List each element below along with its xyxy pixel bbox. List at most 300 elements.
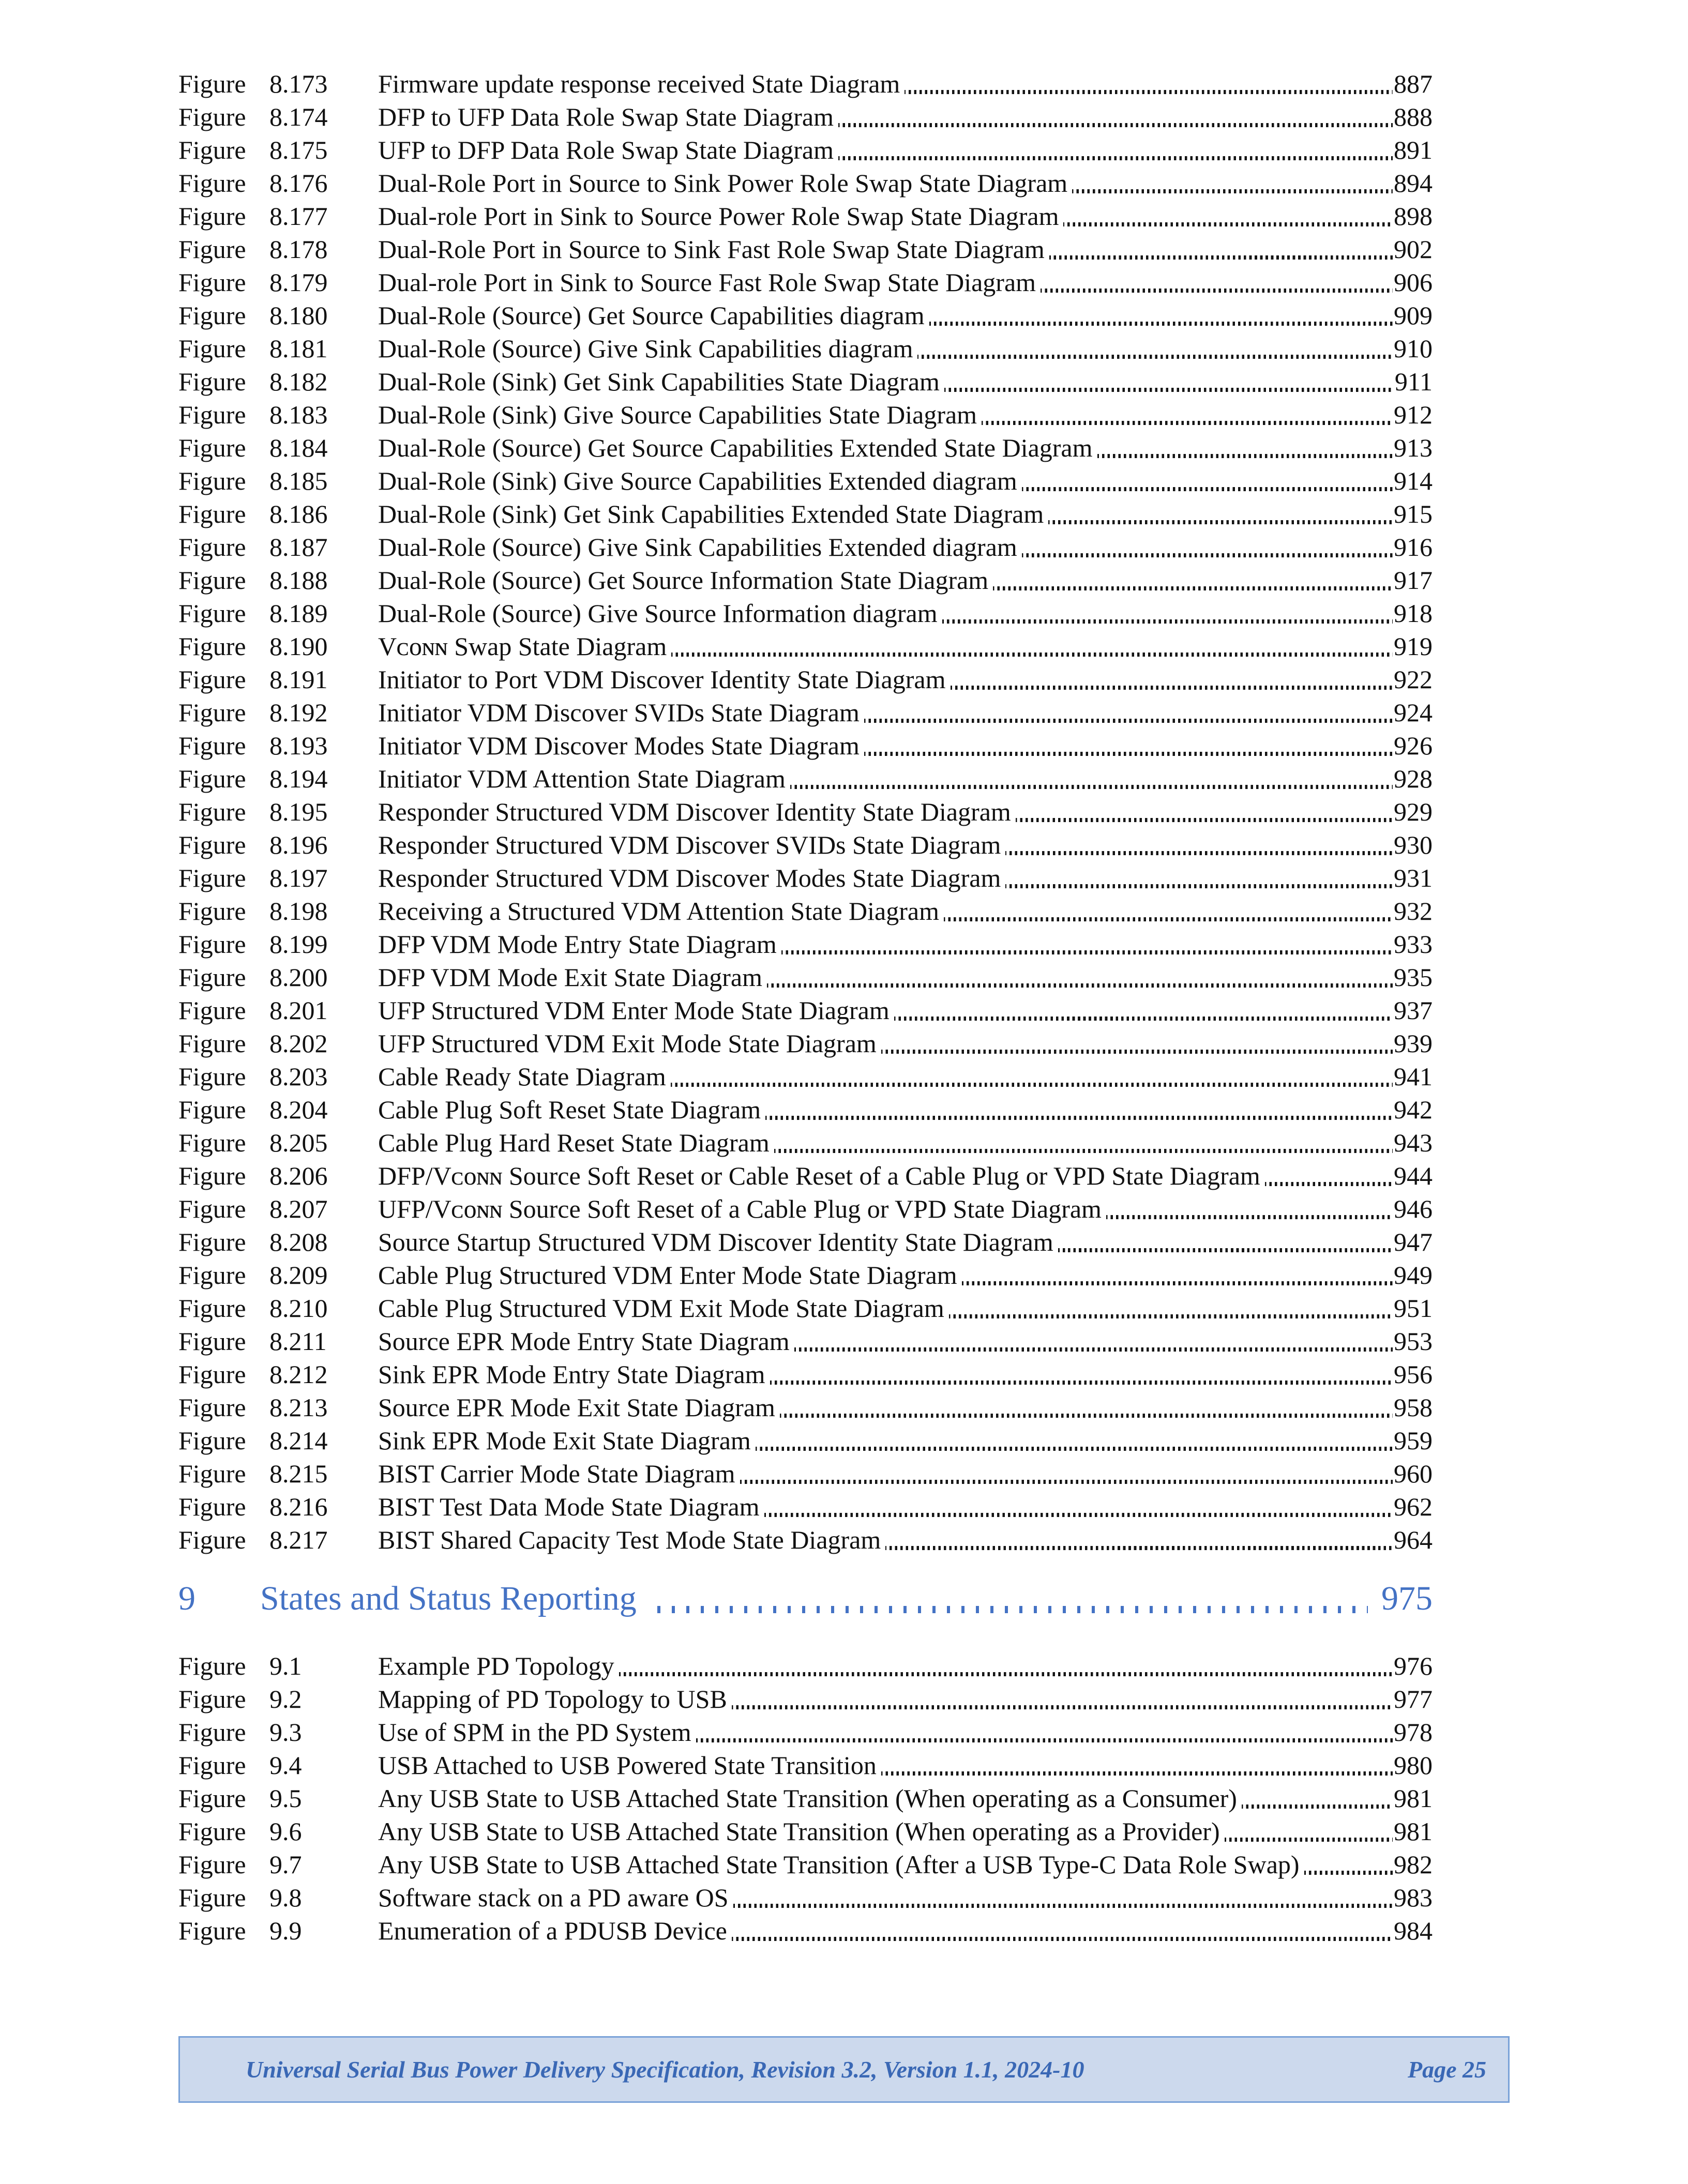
figure-title: BIST Carrier Mode State Diagram [378,1459,735,1488]
figure-toc-entry[interactable] [178,100,1433,133]
figure-label: Figure [178,1029,246,1058]
figure-number: 8.217 [269,1525,328,1554]
figure-number: 8.194 [269,764,328,793]
figure-toc-entry[interactable] [178,795,1433,828]
figure-page-number: 933 [1394,930,1433,959]
dot-leader [944,365,1395,398]
dot-leader [619,1649,1394,1682]
figure-title: BIST Shared Capacity Test Mode State Diagram [378,1525,881,1554]
figure-page-number: 914 [1394,466,1433,495]
figure-number: 8.181 [269,334,328,363]
figure-toc-entry[interactable] [178,928,1433,961]
figure-toc-entry[interactable] [178,530,1433,564]
figure-label: Figure [178,1426,246,1455]
figure-toc-entry[interactable] [178,266,1433,299]
dot-leader [1072,166,1394,200]
dot-leader [740,1457,1394,1490]
figure-number: 8.190 [269,632,328,661]
figure-number: 8.197 [269,863,328,892]
figure-page-number: 930 [1394,830,1433,859]
figure-title: Any USB State to USB Attached State Transition (When operating as a Consumer) [378,1784,1237,1813]
dot-leader [982,398,1394,431]
figure-title: BIST Test Data Mode State Diagram [378,1492,760,1521]
figure-toc-entry[interactable] [178,597,1433,630]
dot-leader [881,1027,1394,1060]
figure-label: Figure [178,367,246,396]
figure-page-number: 902 [1394,235,1433,264]
figure-page-number: 947 [1394,1227,1433,1256]
figure-title: Dual-role Port in Sink to Source Fast Role Swap State Diagram [378,268,1036,297]
figure-toc-entry[interactable] [178,1358,1433,1391]
figure-number: 8.184 [269,433,328,462]
dot-leader [764,1490,1394,1523]
figure-title: DFP VDM Mode Entry State Diagram [378,930,777,959]
figure-title: UFP Structured VDM Enter Mode State Diagram [378,996,890,1025]
figure-page-number: 937 [1394,996,1433,1025]
figure-title: Source Startup Structured VDM Discover Identity State Diagram [378,1227,1053,1256]
figure-toc-entry[interactable] [178,1490,1433,1523]
figure-number: 8.202 [269,1029,328,1058]
figure-number: 8.189 [269,599,328,628]
section9-heading[interactable] [178,1568,1433,1630]
dot-leader [949,1292,1394,1325]
figure-label: Figure [178,169,246,198]
figure-label: Figure [178,698,246,727]
figure-toc-entry[interactable] [178,67,1433,100]
figure-toc-entry[interactable] [178,398,1433,431]
figure-title: Dual-Role (Source) Give Sink Capabilities Extended diagram [378,533,1017,562]
figure-number: 8.192 [269,698,328,727]
figure-number: 8.174 [269,102,328,131]
figure-page-number: 977 [1394,1685,1433,1713]
figure-label: Figure [178,1651,246,1680]
figure-page-number: 888 [1394,102,1433,131]
figure-page-number: 919 [1394,632,1433,661]
figure-title: Any USB State to USB Attached State Transition (When operating as a Provider) [378,1817,1220,1846]
figure-label: Figure [178,1784,246,1813]
figure-page-number: 915 [1394,499,1433,528]
figure-toc-entry[interactable] [178,1782,1433,1815]
figure-number: 9.9 [269,1916,302,1945]
figure-label: Figure [178,268,246,297]
figure-label: Figure [178,1883,246,1912]
figure-label: Figure [178,1327,246,1356]
figure-label: Figure [178,731,246,760]
dot-leader [794,1325,1394,1358]
figure-toc-entry[interactable] [178,696,1433,729]
figure-toc-entry[interactable] [178,1649,1433,1682]
figure-title: Cable Ready State Diagram [378,1062,666,1091]
figure-toc-entry[interactable] [178,332,1433,365]
figure-page-number: 929 [1394,797,1433,826]
figure-page-number: 942 [1394,1095,1433,1124]
figure-label: Figure [178,1227,246,1256]
figure-label: Figure [178,400,246,429]
figure-page-number: 962 [1394,1492,1433,1521]
figure-page-number: 918 [1394,599,1433,628]
dot-leader [881,1749,1394,1782]
figure-title: Source EPR Mode Exit State Diagram [378,1393,775,1422]
figure-label: Figure [178,102,246,131]
dot-leader [1022,530,1394,564]
figure-page-number: 960 [1394,1459,1433,1488]
dot-leader [733,1881,1394,1914]
figure-label: Figure [178,632,246,661]
figure-title: Receiving a Structured VDM Attention State Diagram [378,897,939,926]
dot-leader [894,994,1394,1027]
figure-number: 8.180 [269,301,328,330]
figure-page-number: 978 [1394,1718,1433,1747]
figure-page-number: 931 [1394,863,1433,892]
figure-page-number: 946 [1394,1194,1433,1223]
figure-toc-entry[interactable] [178,564,1433,597]
figure-page-number: 949 [1394,1261,1433,1290]
figure-label: Figure [178,235,246,264]
figure-label: Figure [178,69,246,98]
dot-leader [770,1358,1394,1391]
dot-leader [929,299,1394,332]
figure-number: 9.8 [269,1883,302,1912]
dot-leader [951,663,1394,696]
figure-page-number: 924 [1394,698,1433,727]
figure-toc-entry[interactable] [178,1848,1433,1881]
figure-page-number: 913 [1394,433,1433,462]
figure-title: UFP to DFP Data Role Swap State Diagram [378,135,834,164]
figure-page-number: 964 [1394,1525,1433,1554]
figure-toc-entry[interactable] [178,1093,1433,1126]
section9-figure-list [178,1649,1433,1947]
figure-number: 8.208 [269,1227,328,1256]
figure-title: Mapping of PD Topology to USB [378,1685,727,1713]
figure-number: 8.186 [269,499,328,528]
figure-toc-entry[interactable] [178,1126,1433,1159]
dot-leader [1048,497,1394,530]
figure-number: 9.5 [269,1784,302,1813]
dot-leader [732,1682,1394,1716]
figure-page-number: 894 [1394,169,1433,198]
figure-number: 8.196 [269,830,328,859]
figure-page-number: 926 [1394,731,1433,760]
dot-leader [1005,861,1394,894]
figure-toc-entry[interactable] [178,1258,1433,1292]
dot-leader [1265,1159,1394,1192]
figure-toc-entry[interactable] [178,894,1433,928]
figure-label: Figure [178,1128,246,1157]
figure-label: Figure [178,334,246,363]
figure-number: 8.182 [269,367,328,396]
dot-leader [993,564,1394,597]
figure-title: Dual-Role (Sink) Get Sink Capabilities State Diagram [378,367,940,396]
figure-toc-entry[interactable] [178,1292,1433,1325]
figure-number: 8.213 [269,1393,328,1422]
figure-number: 8.191 [269,665,328,694]
figure-title: Sink EPR Mode Entry State Diagram [378,1360,765,1389]
dot-leader [781,928,1394,961]
figure-toc-entry[interactable] [178,233,1433,266]
figure-label: Figure [178,1916,246,1945]
figure-title: Firmware update response received State Diagram [378,69,900,98]
dot-leader [732,1914,1394,1947]
figure-label: Figure [178,1718,246,1747]
figure-title: Enumeration of a PDUSB Device [378,1916,727,1945]
figure-toc-entry[interactable] [178,1060,1433,1093]
figure-title: Responder Structured VDM Discover Modes State Diagram [378,863,1001,892]
dot-leader [1016,795,1394,828]
figure-page-number: 944 [1394,1161,1433,1190]
figure-toc-entry[interactable] [178,365,1433,398]
dot-leader [774,1126,1394,1159]
figure-toc-entry[interactable] [178,630,1433,663]
figure-title: DFP VDM Mode Exit State Diagram [378,963,763,992]
figure-label: Figure [178,963,246,992]
figure-page-number: 953 [1394,1327,1433,1356]
figure-toc-entry[interactable] [178,299,1433,332]
figure-toc-entry[interactable] [178,1749,1433,1782]
figure-title: Dual-Role Port in Source to Sink Power Role Swap State Diagram [378,169,1068,198]
figure-title: DFP/Vᴄᴏɴɴ Source Soft Reset or Cable Reset of a Cable Plug or VPD State Diagram [378,1161,1260,1190]
figure-title: DFP to UFP Data Role Swap State Diagram [378,102,834,131]
dot-leader [767,961,1394,994]
figure-title: Initiator VDM Discover Modes State Diagram [378,731,860,760]
figure-title: Dual-Role (Sink) Get Sink Capabilities Extended State Diagram [378,499,1044,528]
figure-number: 8.201 [269,996,328,1025]
figure-toc-entry[interactable] [178,1027,1433,1060]
dot-leader [1225,1815,1394,1848]
figure-number: 8.209 [269,1261,328,1290]
figure-page-number: 983 [1394,1883,1433,1912]
figure-toc-entry[interactable] [178,1391,1433,1424]
figure-title: Dual-Role (Source) Get Source Capabilities Extended State Diagram [378,433,1093,462]
figure-number: 8.187 [269,533,328,562]
dot-leader [864,729,1394,762]
figure-label: Figure [178,433,246,462]
figure-title: Sink EPR Mode Exit State Diagram [378,1426,751,1455]
figure-label: Figure [178,1850,246,1879]
figure-number: 8.179 [269,268,328,297]
figure-toc-entry[interactable] [178,1914,1433,1947]
figure-number: 8.204 [269,1095,328,1124]
dot-leader [790,762,1394,795]
figure-number: 8.214 [269,1426,328,1455]
figure-page-number: 943 [1394,1128,1433,1157]
figure-toc-entry[interactable] [178,961,1433,994]
figure-title: Dual-Role (Sink) Give Source Capabilities Extended diagram [378,466,1017,495]
dot-leader [1063,200,1394,233]
figure-page-number: 980 [1394,1751,1433,1780]
figure-title: Vᴄᴏɴɴ Swap State Diagram [378,632,667,661]
figure-title: Dual-Role (Source) Give Source Information diagram [378,599,938,628]
figure-page-number: 891 [1394,135,1433,164]
dot-leader [944,894,1394,928]
figure-title: Dual-role Port in Sink to Source Power Role Swap State Diagram [378,202,1059,231]
figure-number: 8.211 [269,1327,327,1356]
figure-toc-entry[interactable] [178,729,1433,762]
figure-toc-entry[interactable] [178,200,1433,233]
figure-number: 8.188 [269,566,328,595]
figure-page-number: 958 [1394,1393,1433,1422]
figure-toc-entry[interactable] [178,1815,1433,1848]
section-title: States and Status Reporting [260,1580,637,1617]
figure-page-number: 981 [1394,1817,1433,1846]
figure-toc-entry[interactable] [178,1192,1433,1225]
figure-title: Dual-Role (Source) Give Sink Capabilities diagram [378,334,913,363]
figure-title: Dual-Role Port in Source to Sink Fast Role Swap State Diagram [378,235,1045,264]
figure-label: Figure [178,830,246,859]
figure-number: 9.6 [269,1817,302,1846]
figure-number: 8.206 [269,1161,328,1190]
figure-label: Figure [178,1062,246,1091]
footer-page-number: Page 25 [1407,2056,1486,2083]
dot-leader [671,630,1394,663]
figure-number: 8.215 [269,1459,328,1488]
dot-leader [1022,464,1394,497]
figure-toc-entry[interactable] [178,464,1433,497]
figure-number: 8.210 [269,1294,328,1323]
figure-label: Figure [178,1261,246,1290]
dot-leader [962,1258,1394,1292]
dot-leader [917,332,1394,365]
figure-toc-entry[interactable] [178,861,1433,894]
figure-page-number: 984 [1394,1916,1433,1945]
figure-title: Software stack on a PD aware OS [378,1883,729,1912]
figure-label: Figure [178,863,246,892]
section8-figure-list [178,67,1433,1556]
figure-label: Figure [178,135,246,164]
figure-number: 8.199 [269,930,328,959]
figure-toc-entry[interactable] [178,1682,1433,1716]
dot-leader [1005,828,1394,861]
figure-page-number: 922 [1394,665,1433,694]
figure-page-number: 928 [1394,764,1433,793]
figure-page-number: 917 [1394,566,1433,595]
figure-title: Initiator to Port VDM Discover Identity State Diagram [378,665,946,694]
figure-label: Figure [178,996,246,1025]
figure-toc-entry[interactable] [178,1424,1433,1457]
figure-toc-entry[interactable] [178,497,1433,530]
figure-page-number: 951 [1394,1294,1433,1323]
figure-toc-entry[interactable] [178,1881,1433,1914]
figure-toc-entry[interactable] [178,663,1433,696]
figure-title: Initiator VDM Attention State Diagram [378,764,786,793]
figure-page-number: 932 [1394,897,1433,926]
heading-page-number: 975 [1381,1580,1433,1617]
figure-label: Figure [178,797,246,826]
figure-number: 8.200 [269,963,328,992]
figure-label: Figure [178,566,246,595]
figure-page-number: 982 [1394,1850,1433,1879]
dot-leader [671,1060,1394,1093]
figure-title: Source EPR Mode Entry State Diagram [378,1327,790,1356]
figure-toc-entry[interactable] [178,166,1433,200]
figure-number: 8.203 [269,1062,328,1091]
figure-number: 8.176 [269,169,328,198]
dot-leader [1304,1848,1394,1881]
figure-page-number: 959 [1394,1426,1433,1455]
figure-page-number: 976 [1394,1651,1433,1680]
figure-page-number: 916 [1394,533,1433,562]
figure-number: 8.185 [269,466,328,495]
figure-page-number: 910 [1394,334,1433,363]
figure-page-number: 909 [1394,301,1433,330]
figure-page-number: 939 [1394,1029,1433,1058]
figure-number: 8.205 [269,1128,328,1157]
dot-leader [1242,1782,1394,1815]
figure-title: UFP/Vᴄᴏɴɴ Source Soft Reset of a Cable Plug or VPD State Diagram [378,1194,1102,1223]
figure-number: 8.216 [269,1492,328,1521]
dot-leader [765,1093,1394,1126]
figure-page-number: 887 [1394,69,1433,98]
figure-label: Figure [178,1492,246,1521]
figure-label: Figure [178,599,246,628]
dot-leader [864,696,1394,729]
figure-title: Dual-Role (Source) Get Source Capabilities diagram [378,301,925,330]
figure-label: Figure [178,1525,246,1554]
figure-number: 9.2 [269,1685,302,1713]
figure-number: 8.183 [269,400,328,429]
figure-number: 9.4 [269,1751,302,1780]
figure-label: Figure [178,1817,246,1846]
figure-title: Dual-Role (Source) Get Source Information State Diagram [378,566,989,595]
figure-toc-entry[interactable] [178,1716,1433,1749]
dot-leader [780,1391,1394,1424]
figure-toc-entry[interactable] [178,994,1433,1027]
figure-toc-entry[interactable] [178,1325,1433,1358]
footer-document-title: Universal Serial Bus Power Delivery Specification, Revision 3.2, Version 1.1, 2024-10 [246,2056,1084,2083]
figure-toc-entry[interactable] [178,1159,1433,1192]
dot-leader [696,1716,1394,1749]
dot-leader [1041,266,1394,299]
figure-toc-entry[interactable] [178,1457,1433,1490]
figure-number: 8.207 [269,1194,328,1223]
figure-toc-entry[interactable] [178,431,1433,464]
figure-label: Figure [178,202,246,231]
figure-number: 9.7 [269,1850,302,1879]
figure-title: USB Attached to USB Powered State Transition [378,1751,877,1780]
figure-toc-entry[interactable] [178,133,1433,166]
figure-toc-entry[interactable] [178,1523,1433,1556]
figure-label: Figure [178,665,246,694]
figure-title: Cable Plug Structured VDM Exit Mode State Diagram [378,1294,944,1323]
figure-page-number: 981 [1394,1784,1433,1813]
figure-label: Figure [178,301,246,330]
figure-page-number: 935 [1394,963,1433,992]
figure-number: 8.193 [269,731,328,760]
figure-page-number: 898 [1394,202,1433,231]
figure-toc-entry[interactable] [178,828,1433,861]
figure-title: Initiator VDM Discover SVIDs State Diagram [378,698,860,727]
dot-leader [1058,1225,1394,1258]
figure-toc-entry[interactable] [178,1225,1433,1258]
figure-toc-entry[interactable] [178,762,1433,795]
figure-label: Figure [178,1095,246,1124]
dot-leader [838,133,1394,166]
figure-number: 9.3 [269,1718,302,1747]
figure-label: Figure [178,499,246,528]
figure-number: 8.198 [269,897,328,926]
figure-title: Cable Plug Soft Reset State Diagram [378,1095,761,1124]
dot-leader [756,1424,1394,1457]
heading-dot-leader [652,1568,1368,1630]
figure-number: 8.173 [269,69,328,98]
list-of-figures [178,67,1433,1947]
figure-title: Cable Plug Structured VDM Enter Mode State Diagram [378,1261,957,1290]
dot-leader [885,1523,1394,1556]
figure-page-number: 912 [1394,400,1433,429]
figure-label: Figure [178,1360,246,1389]
figure-label: Figure [178,930,246,959]
figure-number: 8.212 [269,1360,328,1389]
figure-title: UFP Structured VDM Exit Mode State Diagram [378,1029,877,1058]
